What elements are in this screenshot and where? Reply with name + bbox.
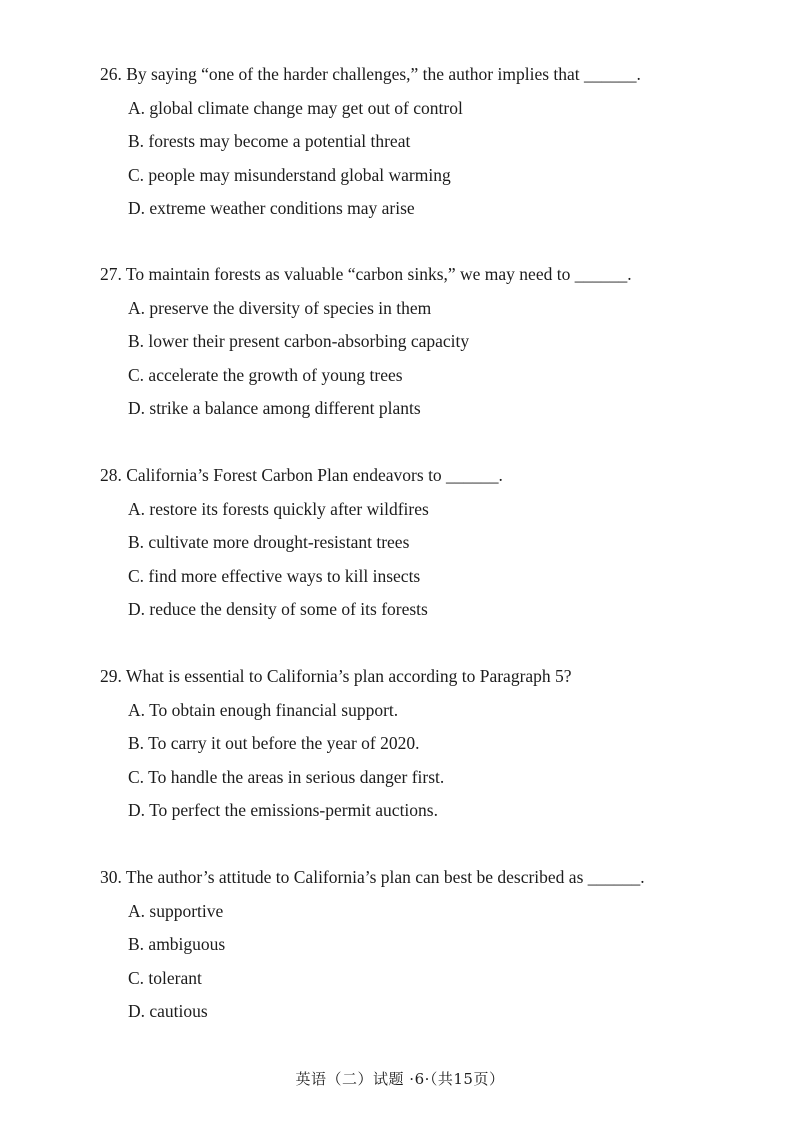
option-d: D. extreme weather conditions may arise [128,198,415,218]
option-list [100,96,720,221]
question-stem: 29. What is essential to California’s plan according to Paragraph 5? [100,666,572,686]
option-d: D. reduce the density of some of its forests [128,599,428,619]
option-d: D. strike a balance among different plants [128,398,421,418]
question-28 [100,463,720,621]
option-c: C. To handle the areas in serious danger first. [128,766,445,787]
option-a: A. global climate change may get out of control [128,97,463,118]
option-c: C. find more effective ways to kill insects [128,565,421,586]
option-b: B. forests may become a potential threat [128,131,411,151]
question-29 [100,664,720,822]
option-d: D. cautious [128,1001,208,1021]
question-27 [100,262,720,420]
option-b: B. cultivate more drought-resistant trees [128,532,410,552]
option-a: A. restore its forests quickly after wildfires [128,498,429,519]
option-list [100,296,720,421]
option-list [100,698,720,823]
option-b: B. To carry it out before the year of 2020. [128,733,420,753]
option-a: A. To obtain enough financial support. [128,699,399,720]
question-26 [100,62,720,220]
option-c: C. people may misunderstand global warming [128,164,451,185]
question-30 [100,865,720,1023]
option-d: D. To perfect the emissions-permit auctions. [128,800,438,820]
page-footer: 英语（二）试题 ·6·（共15页） [295,1070,505,1088]
option-list [100,497,720,622]
question-stem: 28. California’s Forest Carbon Plan endeavors to ______. [100,465,503,485]
question-stem: 30. The author’s attitude to California’s plan can best be described as ______. [100,867,645,887]
question-stem: 27. To maintain forests as valuable “carbon sinks,” we may need to ______. [100,264,632,284]
option-b: B. lower their present carbon-absorbing capacity [128,331,470,351]
option-b: B. ambiguous [128,934,226,954]
option-c: C. accelerate the growth of young trees [128,364,403,385]
option-a: A. preserve the diversity of species in them [128,297,432,318]
option-list [100,899,720,1024]
option-a: A. supportive [128,900,224,921]
question-stem: 26. By saying “one of the harder challenges,” the author implies that ______. [100,64,641,84]
option-c: C. tolerant [128,967,202,988]
